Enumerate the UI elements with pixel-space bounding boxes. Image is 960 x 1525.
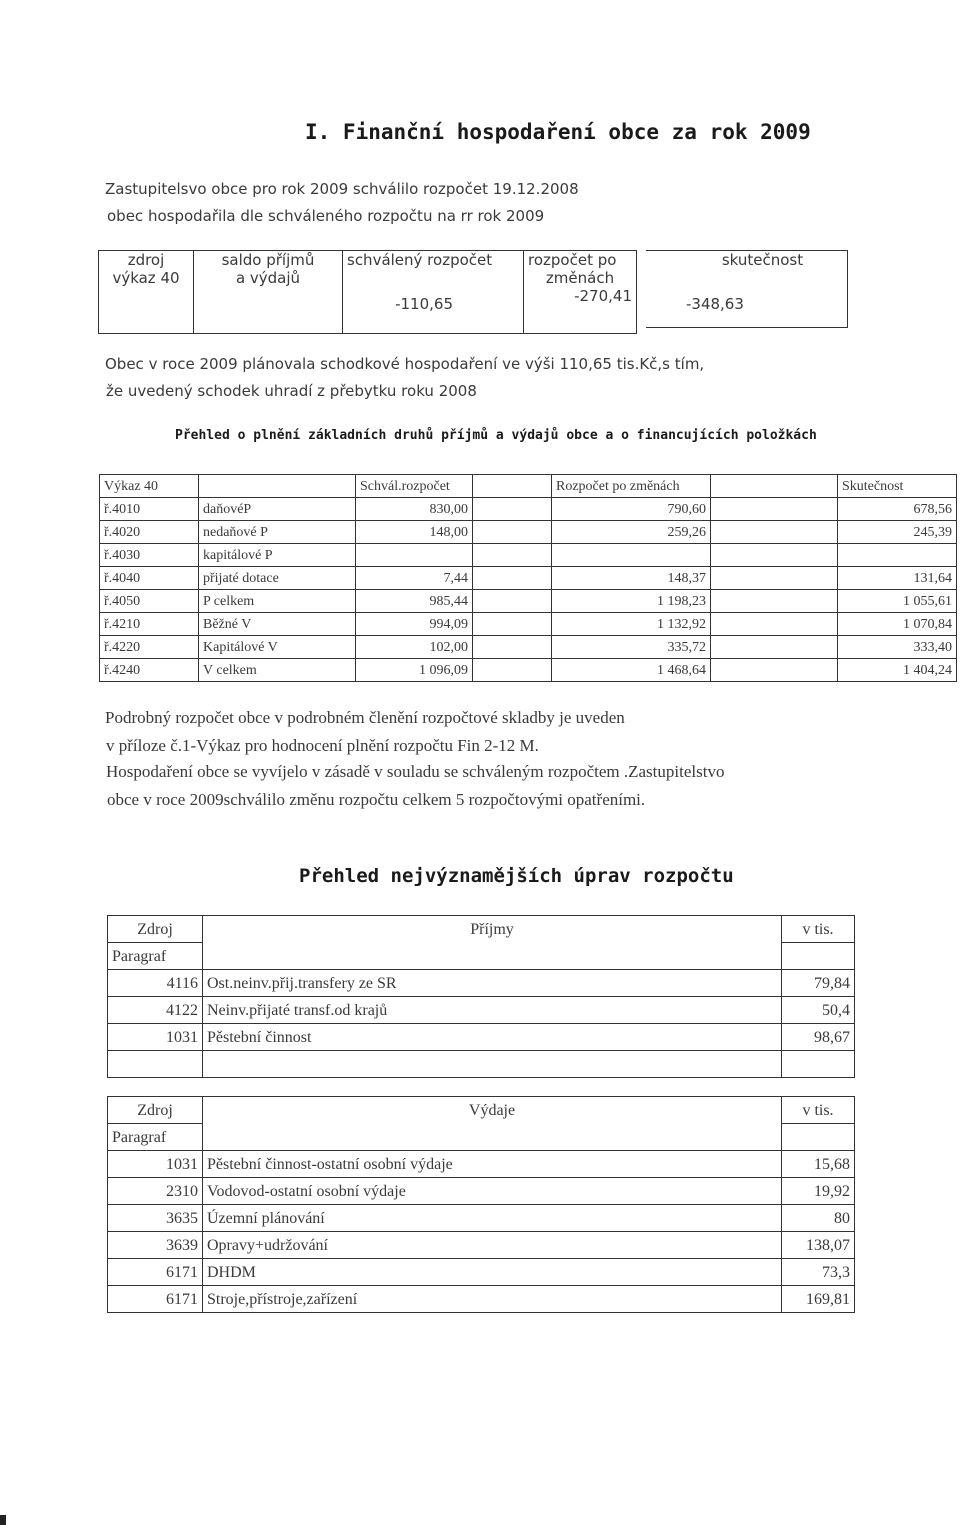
table-row [108, 997, 855, 1024]
expense-code: 3639 [108, 1232, 203, 1259]
row-label: nedaňové P [199, 521, 356, 544]
row-skutecnost: 1 404,24 [838, 659, 957, 682]
expense-header-row [108, 1097, 855, 1124]
row-skutecnost: 245,39 [838, 521, 957, 544]
row-po-zmenach: 335,72 [552, 636, 711, 659]
income-label: Neinv.přijaté transf.od krajů [203, 997, 782, 1024]
expense-value: 169,81 [782, 1286, 855, 1313]
header-schval: Schvál.rozpočet [356, 475, 473, 498]
summary-saldo-label-1: saldo příjmů [221, 251, 315, 269]
expense-label: DHDM [203, 1259, 782, 1286]
header-skutecnost: Skutečnost [838, 475, 957, 498]
row-label: Kapitálové V [199, 636, 356, 659]
income-value: 98,67 [782, 1024, 855, 1051]
row-po-zmenach: 1 198,23 [552, 590, 711, 613]
row-spacer [473, 567, 552, 590]
income-label: Ost.neinv.přij.transfery ze SR [203, 970, 782, 997]
expense-value: 73,3 [782, 1259, 855, 1286]
row-po-zmenach: 790,60 [552, 498, 711, 521]
row-skutecnost: 1 070,84 [838, 613, 957, 636]
row-schval: 102,00 [356, 636, 473, 659]
table-row [100, 636, 957, 659]
income-code: 4116 [108, 970, 203, 997]
scan-edge-mark [0, 1515, 6, 1525]
income-unit: v tis. [782, 916, 855, 943]
expense-code: 1031 [108, 1151, 203, 1178]
changes-heading: Přehled nejvýznamějších úprav rozpočtu [299, 865, 734, 887]
summary-col-saldo [194, 251, 343, 334]
intro-line-1: Zastupitelsvo obce pro rok 2009 schválilo rozpočet 19.12.2008 [105, 180, 579, 198]
row-schval: 148,00 [356, 521, 473, 544]
table-row [100, 544, 957, 567]
row-po-zmenach [552, 544, 711, 567]
expense-code: 3635 [108, 1205, 203, 1232]
row-label: Běžné V [199, 613, 356, 636]
row-schval: 830,00 [356, 498, 473, 521]
row-skutecnost: 333,40 [838, 636, 957, 659]
expense-paragraf-label: Paragraf [108, 1124, 203, 1151]
row-spacer [711, 613, 838, 636]
row-schval: 1 096,09 [356, 659, 473, 682]
row-code: ř.4220 [100, 636, 199, 659]
para2-line-2: v příloze č.1-Výkaz pro hodnocení plnění rozpočtu Fin 2-12 M. [106, 736, 539, 755]
row-schval [356, 544, 473, 567]
income-label: Pěstební činnost [203, 1024, 782, 1051]
row-code: ř.4050 [100, 590, 199, 613]
header-blank [199, 475, 356, 498]
income-title: Příjmy [203, 916, 782, 943]
table-row [108, 1178, 855, 1205]
summary-top-rule [646, 250, 848, 251]
table-row [108, 1024, 855, 1051]
para1-line-1: Obec v roce 2009 plánovala schodkové hospodaření ve výši 110,65 tis.Kč,s tím, [105, 355, 705, 373]
row-spacer [711, 590, 838, 613]
row-spacer [473, 544, 552, 567]
income-empty-row [108, 1051, 855, 1078]
expense-blank [782, 1124, 855, 1151]
row-schval: 7,44 [356, 567, 473, 590]
row-label: kapitálové P [199, 544, 356, 567]
expense-code: 2310 [108, 1178, 203, 1205]
expense-code: 6171 [108, 1259, 203, 1286]
income-blank [782, 943, 855, 970]
row-spacer [711, 567, 838, 590]
expense-value: 19,92 [782, 1178, 855, 1205]
row-skutecnost: 1 055,61 [838, 590, 957, 613]
table-row [100, 567, 957, 590]
para2-line-3: Hospodaření obce se vyvíjelo v zásadě v souladu se schváleným rozpočtem .Zastupitelstvo [106, 762, 725, 781]
expense-label: Územní plánování [203, 1205, 782, 1232]
expense-label: Opravy+udržování [203, 1232, 782, 1259]
income-paragraf-label: Paragraf [108, 943, 203, 970]
table-row [108, 1151, 855, 1178]
summary-col-zdroj [99, 251, 194, 334]
expense-label: Pěstební činnost-ostatní osobní výdaje [203, 1151, 782, 1178]
income-code: 1031 [108, 1024, 203, 1051]
income-blank [203, 1051, 782, 1078]
table-row [100, 659, 957, 682]
table-row [100, 590, 957, 613]
para2-line-1: Podrobný rozpočet obce v podrobném členění rozpočtové skladby je uveden [105, 708, 625, 727]
main-table [99, 474, 957, 682]
row-spacer [473, 613, 552, 636]
summary-col-po-zmenach [524, 251, 637, 334]
row-spacer [711, 636, 838, 659]
para1-line-2: že uvedený schodek uhradí z přebytku roku 2008 [106, 382, 477, 400]
row-label: V celkem [199, 659, 356, 682]
summary-po-zmenach-value: -270,41 [574, 287, 632, 305]
header-spacer-1 [473, 475, 552, 498]
row-spacer [473, 636, 552, 659]
expense-value: 138,07 [782, 1232, 855, 1259]
row-skutecnost [838, 544, 957, 567]
expense-zdroj-label: Zdroj [108, 1097, 203, 1124]
row-code: ř.4030 [100, 544, 199, 567]
header-po-zmenach: Rozpočet po změnách [552, 475, 711, 498]
summary-col-skutecnost [637, 251, 849, 334]
income-blank [203, 943, 782, 970]
table-row [100, 521, 957, 544]
summary-vykaz-label: výkaz 40 [112, 269, 180, 287]
summary-saldo-label-2: a výdajů [235, 269, 301, 287]
summary-schvaleny-header: schválený rozpočet [347, 251, 493, 269]
table-row [100, 498, 957, 521]
expense-paragraf-row [108, 1124, 855, 1151]
row-code: ř.4240 [100, 659, 199, 682]
row-spacer [711, 659, 838, 682]
table-row [108, 1259, 855, 1286]
expense-value: 80 [782, 1205, 855, 1232]
row-po-zmenach: 259,26 [552, 521, 711, 544]
row-schval: 985,44 [356, 590, 473, 613]
expense-unit: v tis. [782, 1097, 855, 1124]
intro-line-2: obec hospodařila dle schváleného rozpočtu na rr rok 2009 [107, 207, 545, 225]
expense-code: 6171 [108, 1286, 203, 1313]
row-po-zmenach: 148,37 [552, 567, 711, 590]
row-skutecnost: 131,64 [838, 567, 957, 590]
table-row [100, 613, 957, 636]
row-spacer [473, 659, 552, 682]
row-spacer [473, 498, 552, 521]
row-schval: 994,09 [356, 613, 473, 636]
expense-table [107, 1096, 855, 1313]
summary-skutecnost-header: skutečnost [721, 250, 804, 269]
summary-col-schvaleny [343, 251, 524, 334]
page-title: I. Finanční hospodaření obce za rok 2009 [305, 120, 811, 144]
income-header-row [108, 916, 855, 943]
expense-label: Stroje,přístroje,zařízení [203, 1286, 782, 1313]
row-po-zmenach: 1 132,92 [552, 613, 711, 636]
header-vykaz: Výkaz 40 [100, 475, 199, 498]
income-paragraf-row [108, 943, 855, 970]
row-code: ř.4040 [100, 567, 199, 590]
income-blank [782, 1051, 855, 1078]
summary-po-zmenach-label-2: změnách [545, 269, 615, 287]
row-spacer [711, 498, 838, 521]
row-skutecnost: 678,56 [838, 498, 957, 521]
row-label: daňovéP [199, 498, 356, 521]
table-row [108, 1286, 855, 1313]
summary-po-zmenach-label-1: rozpočet po [528, 251, 617, 269]
income-code: 4122 [108, 997, 203, 1024]
row-code: ř.4020 [100, 521, 199, 544]
expense-value: 15,68 [782, 1151, 855, 1178]
row-spacer [473, 590, 552, 613]
summary-zdroj-label: zdroj [127, 251, 165, 269]
row-code: ř.4010 [100, 498, 199, 521]
income-zdroj-label: Zdroj [108, 916, 203, 943]
summary-schvaleny-value: -110,65 [395, 295, 453, 313]
summary-skutecnost-value: -348,63 [686, 294, 744, 313]
row-spacer [711, 521, 838, 544]
row-label: přijaté dotace [199, 567, 356, 590]
income-value: 79,84 [782, 970, 855, 997]
table-row [108, 970, 855, 997]
main-table-header [100, 475, 957, 498]
summary-table [98, 250, 848, 334]
row-spacer [711, 544, 838, 567]
expense-blank [203, 1124, 782, 1151]
summary-bottom-rule [646, 327, 848, 328]
row-po-zmenach: 1 468,64 [552, 659, 711, 682]
row-spacer [473, 521, 552, 544]
income-blank [108, 1051, 203, 1078]
para2-line-4: obce v roce 2009schválilo změnu rozpočtu celkem 5 rozpočtovými opatřeními. [107, 790, 646, 809]
expense-title: Výdaje [203, 1097, 782, 1124]
income-value: 50,4 [782, 997, 855, 1024]
income-table [107, 915, 855, 1078]
header-spacer-2 [711, 475, 838, 498]
expense-label: Vodovod-ostatní osobní výdaje [203, 1178, 782, 1205]
row-label: P celkem [199, 590, 356, 613]
summary-right-rule [847, 250, 848, 328]
row-code: ř.4210 [100, 613, 199, 636]
table-row [108, 1232, 855, 1259]
overview-heading: Přehled o plnění základních druhů příjmů a výdajů obce a o financujících položkách [175, 428, 817, 443]
table-row [108, 1205, 855, 1232]
